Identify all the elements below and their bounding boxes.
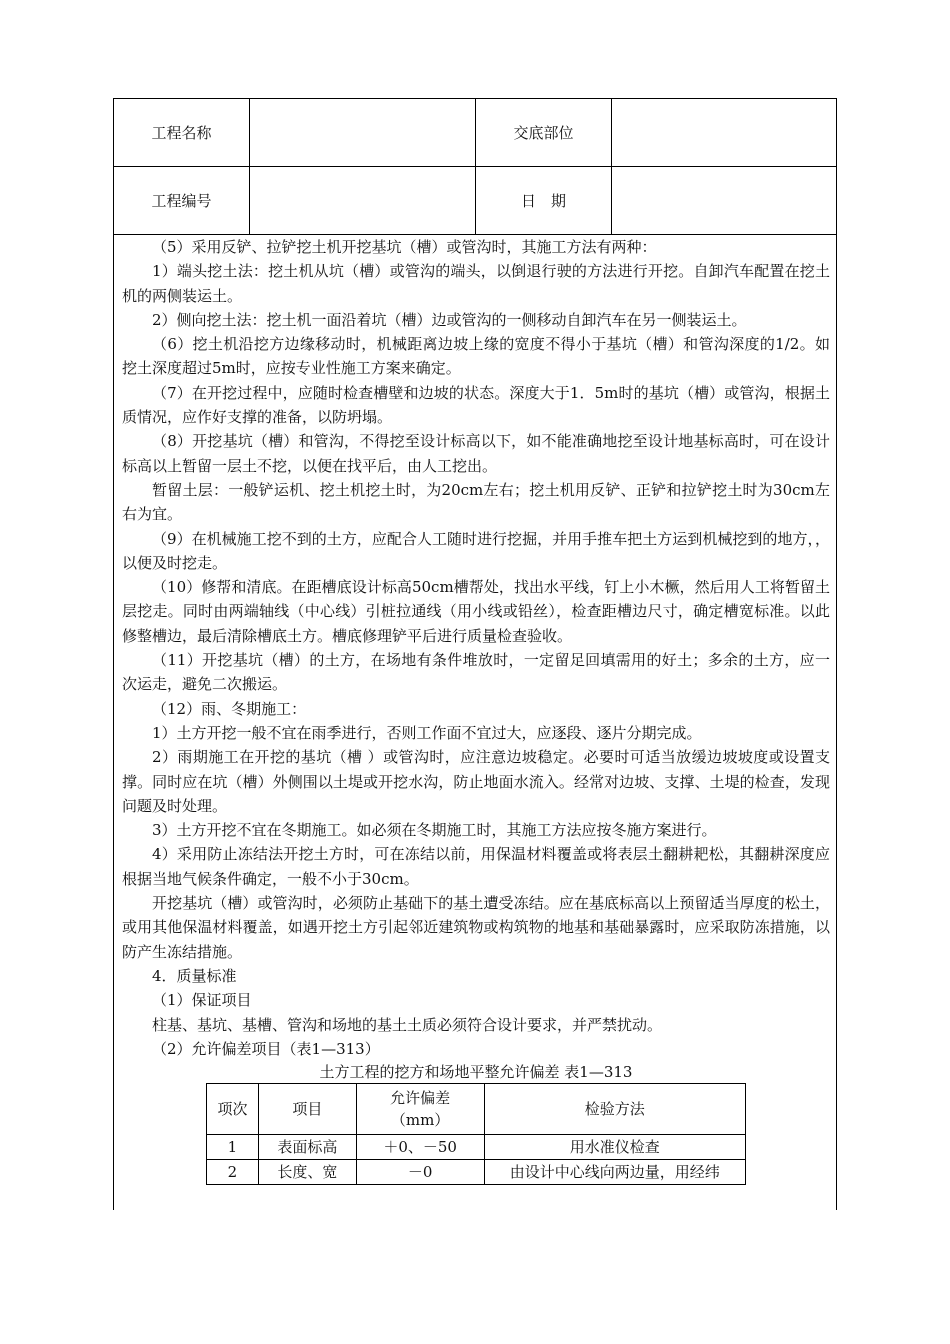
- paragraph: （7）在开挖过程中，应随时检查槽壁和边坡的状态。深度大于1．5m时的基坑（槽）或管沟，根据土质情况，应作好支撑的准备，以防坍塌。: [122, 383, 830, 427]
- tolerance-table: [206, 1083, 746, 1185]
- cell-no: 2: [207, 1160, 259, 1185]
- paragraph: 柱基、基坑、基槽、管沟和场地的基土土质必须符合设计要求，并严禁扰动。: [152, 1015, 663, 1034]
- paragraph: （9）在机械施工挖不到的土方，应配合人工随时进行挖掘，并用手推车把土方运到机械挖到的地方，，以便及时挖走。: [122, 529, 830, 572]
- handover-part-label: 交底部位: [476, 99, 612, 166]
- paragraph: 1）土方开挖一般不宜在雨季进行，否则工作面不宜过大，应逐段、逐片分期完成。: [152, 723, 702, 742]
- paragraph: （8）开挖基坑（槽）和管沟，不得挖至设计标高以下，如不能准确地挖至设计地基标高时，可在设计标高以上暂留一层土不挖，以便在找平后，由人工挖出。: [122, 432, 830, 475]
- date-label: 日 期: [476, 167, 612, 234]
- cell-tolerance: －0: [356, 1160, 484, 1185]
- handover-part-value[interactable]: [612, 99, 836, 166]
- header-tolerance: [356, 1084, 484, 1135]
- paragraph: 3）土方开挖不宜在冬期施工。如必须在冬期施工时，其施工方法应按冬施方案进行。: [152, 821, 717, 840]
- paragraph: （5）采用反铲、拉铲挖土机开挖基坑（槽）或管沟时，其施工方法有两种：: [152, 238, 657, 256]
- paragraph: （10）修帮和清底。在距槽底设计标高50cm槽帮处，找出水平线，钉上小木橛，然后用人工将暂留土层挖走。同时由两端轴线（中心线）引桩拉通线（用小线或铅丝），检查距槽边尺寸，确定槽宽标准。以此修整槽边，最后清除槽底土方。槽底修理铲平后进行质量检查验收。: [122, 578, 830, 645]
- paragraph: 开挖基坑（槽）或管沟时，必须防止基础下的基土遭受冻结。应在基底标高以上预留适当厚度的松土，或用其他保温材料覆盖，如遇开挖土方引起邻近建筑物或构筑物的地基和基础暴露时，应采取防冻措施，以防产生冻结措施。: [122, 894, 830, 961]
- paragraph: 2）侧向挖土法：挖土机一面沿着坑（槽）边或管沟的一侧移动自卸汽车在另一侧装运土。: [152, 310, 747, 329]
- header-tolerance-line1: 允许偏差: [390, 1089, 451, 1108]
- cell-method: 用水准仪检查: [484, 1135, 745, 1160]
- body-content: [122, 235, 830, 1185]
- table-row: [207, 1160, 746, 1185]
- paragraph: 4．质量标准: [152, 966, 237, 985]
- paragraph: 2）雨期施工在开挖的基坑（槽 ）或管沟时，应注意边坡稳定。必要时可适当放缓边坡坡度或设置支撑。同时应在坑（槽）外侧围以土堤或开挖水沟，防止地面水流入。经常对边坡、支撑、土堤的检查，发现问题及时处理。: [122, 748, 830, 815]
- date-value[interactable]: [612, 167, 836, 234]
- paragraph: （12）雨、冬期施工：: [152, 699, 307, 718]
- cell-item: 长度、宽: [258, 1160, 356, 1185]
- project-no-value[interactable]: [250, 167, 476, 234]
- cell-method: 由设计中心线向两边量，用经纬: [484, 1160, 745, 1185]
- project-name-value[interactable]: [250, 99, 476, 166]
- paragraph: 暂留土层：一般铲运机、挖土机挖土时，为20cm左右；挖土机用反铲、正铲和拉铲挖土时为30cm左右为宜。: [122, 480, 830, 524]
- table-caption: 土方工程的挖方和场地平整允许偏差 表1—313: [319, 1063, 633, 1082]
- project-no-label: 工程编号: [114, 167, 250, 234]
- document-frame: [113, 98, 837, 1210]
- header-row-2: [114, 167, 836, 235]
- header-method: 检验方法: [484, 1084, 745, 1135]
- paragraph: 4）采用防止冻结法开挖土方时，可在冻结以前，用保温材料覆盖或将表层土翻耕耙松，其翻耕深度应根据当地气候条件确定，一般不小于30cm。: [122, 845, 830, 888]
- paragraph: 1）端头挖土法：挖土机从坑（槽）或管沟的端头，以倒退行驶的方法进行开挖。自卸汽车配置在挖土机的两侧装运土。: [122, 262, 830, 305]
- paragraph: （6）挖土机沿挖方边缘移动时，机械距离边坡上缘的宽度不得小于基坑（槽）和管沟深度的1/2。如挖土深度超过5m时，应按专业性施工方案来确定。: [122, 335, 830, 378]
- project-name-label: 工程名称: [114, 99, 250, 166]
- cell-no: 1: [207, 1135, 259, 1160]
- header-tolerance-line2: （mm）: [390, 1111, 450, 1130]
- table-row: [207, 1135, 746, 1160]
- paragraph: （11）开挖基坑（槽）的土方，在场地有条件堆放时，一定留足回填需用的好土；多余的土方，应一次运走，避免二次搬运。: [122, 651, 830, 694]
- header-no: 项次: [207, 1084, 259, 1135]
- table-header-row: [207, 1084, 746, 1135]
- cell-tolerance: ＋0、－50: [356, 1135, 484, 1160]
- paragraph: （2）允许偏差项目（表1—313）: [152, 1039, 380, 1058]
- header-row-1: [114, 99, 836, 167]
- paragraph: （1）保证项目: [152, 991, 252, 1010]
- header-item: 项目: [258, 1084, 356, 1135]
- cell-item: 表面标高: [258, 1135, 356, 1160]
